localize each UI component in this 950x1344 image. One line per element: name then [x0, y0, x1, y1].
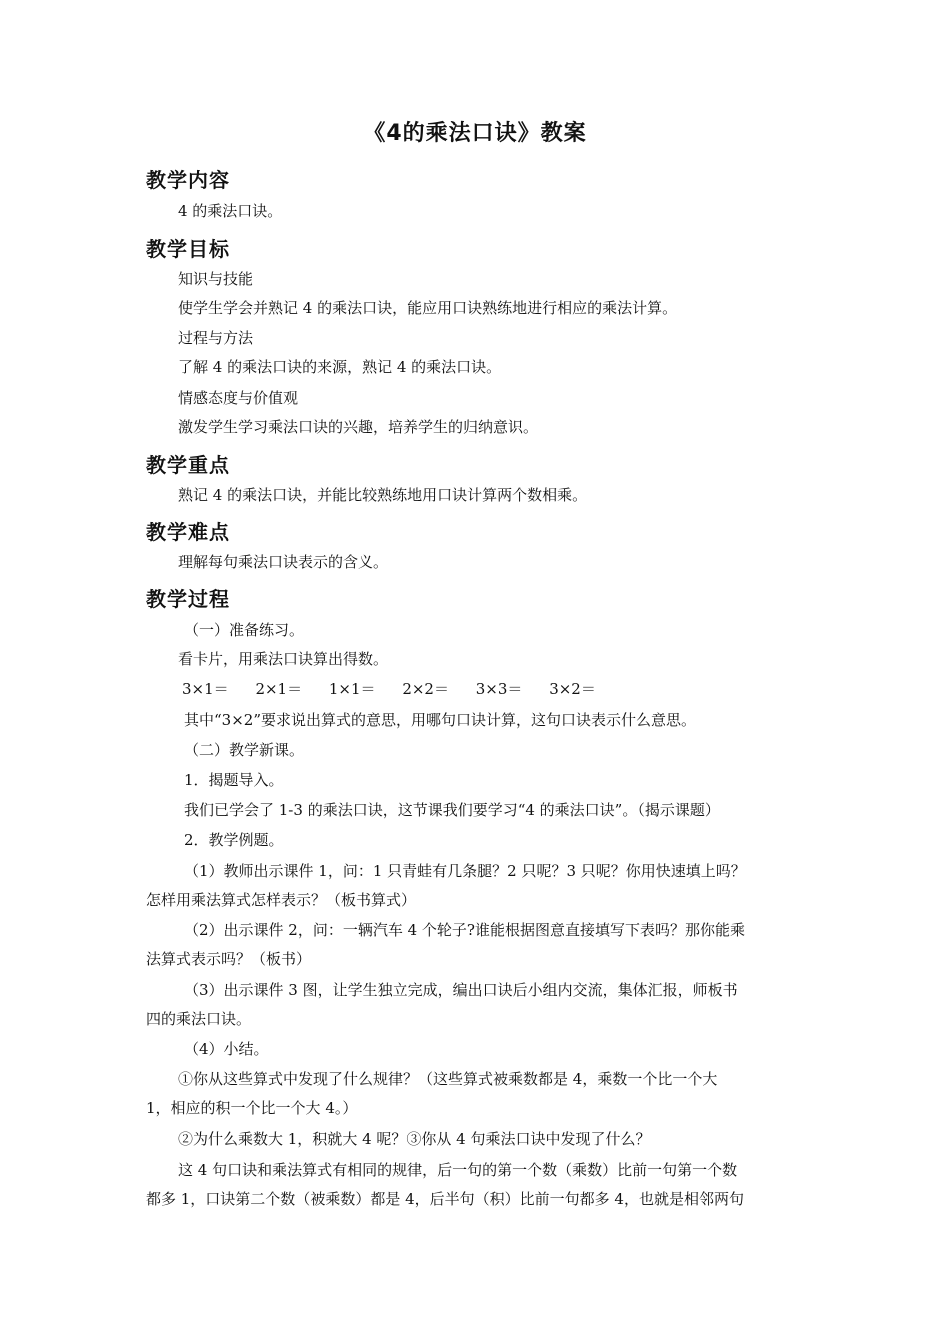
goals-sub-process: 过程与方法: [178, 329, 254, 347]
section-heading-goals: 教学目标: [146, 237, 230, 261]
process-line: 都多 1，口诀第二个数（被乘数）都是 4，后半句（积）比前一句都多 4，也就是相邻两句: [146, 1190, 744, 1208]
process-line: 其中“3×2”要求说出算式的意思，用哪句口诀计算，这句口诀表示什么意思。: [184, 711, 696, 729]
difficulty-text: 理解每句乘法口诀表示的含义。: [178, 553, 389, 571]
expression: 3×1＝: [182, 680, 229, 698]
goals-sub-attitude: 情感态度与价值观: [178, 389, 299, 407]
process-line: 看卡片，用乘法口诀算出得数。: [178, 650, 389, 668]
section-heading-content: 教学内容: [146, 168, 230, 192]
process-line: （一）准备练习。: [184, 621, 305, 639]
process-line: 四的乘法口诀。: [146, 1010, 252, 1028]
expression: 3×2＝: [549, 680, 596, 698]
process-line: （4）小结。: [184, 1040, 269, 1058]
expression: 2×1＝: [255, 680, 303, 698]
expression: 1×1＝: [328, 680, 376, 698]
content-text: 4 的乘法口诀。: [178, 202, 283, 220]
process-line: 1．揭题导入。: [184, 771, 284, 789]
section-heading-difficulty: 教学难点: [146, 520, 230, 544]
expression: 3×3＝: [475, 680, 523, 698]
document-title: 《4的乘法口诀》教案: [363, 121, 587, 146]
expression: 2×2＝: [402, 680, 449, 698]
goals-text-knowledge: 使学生学会并熟记 4 的乘法口诀，能应用口诀熟练地进行相应的乘法计算。: [178, 299, 678, 317]
section-heading-key: 教学重点: [146, 453, 230, 477]
process-line: 1，相应的积一个比一个大 4。）: [146, 1099, 358, 1117]
process-line: （二）教学新课。: [184, 741, 305, 759]
key-text: 熟记 4 的乘法口诀，并能比较熟练地用口诀计算两个数相乘。: [178, 486, 588, 504]
process-line: ①你从这些算式中发现了什么规律？（这些算式被乘数都是 4，乘数一个比一个大: [178, 1070, 718, 1088]
process-line: ②为什么乘数大 1，积就大 4 呢？③你从 4 句乘法口诀中发现了什么？: [178, 1130, 651, 1148]
process-line: 法算式表示吗？（板书）: [146, 950, 312, 968]
process-line: 我们已学会了 1-3 的乘法口诀，这节课我们要学习“4 的乘法口诀”。（揭示课题）: [184, 801, 720, 819]
section-heading-process: 教学过程: [146, 587, 230, 611]
process-line: （3）出示课件 3 图，让学生独立完成，编出口诀后小组内交流，集体汇报，师板书: [184, 981, 738, 999]
process-line: （2）出示课件 2，问：一辆汽车 4 个轮子?谁能根据图意直接填写下表吗？那你能乘: [184, 921, 745, 939]
process-line: 2．教学例题。: [184, 831, 284, 849]
process-line: 怎样用乘法算式怎样表示？（板书算式）: [146, 891, 417, 909]
goals-text-attitude: 激发学生学习乘法口诀的兴趣，培养学生的归纳意识。: [178, 418, 539, 436]
goals-sub-knowledge: 知识与技能: [178, 270, 254, 288]
card-expressions: [182, 678, 618, 699]
process-line: 这 4 句口诀和乘法算式有相同的规律，后一句的第一个数（乘数）比前一句第一个数: [178, 1161, 738, 1179]
process-line: （1）教师出示课件 1，问：1 只青蛙有几条腿？2 只呢？3 只呢？你用快速填上吗？: [184, 862, 746, 880]
goals-text-process: 了解 4 的乘法口诀的来源，熟记 4 的乘法口诀。: [178, 358, 502, 376]
